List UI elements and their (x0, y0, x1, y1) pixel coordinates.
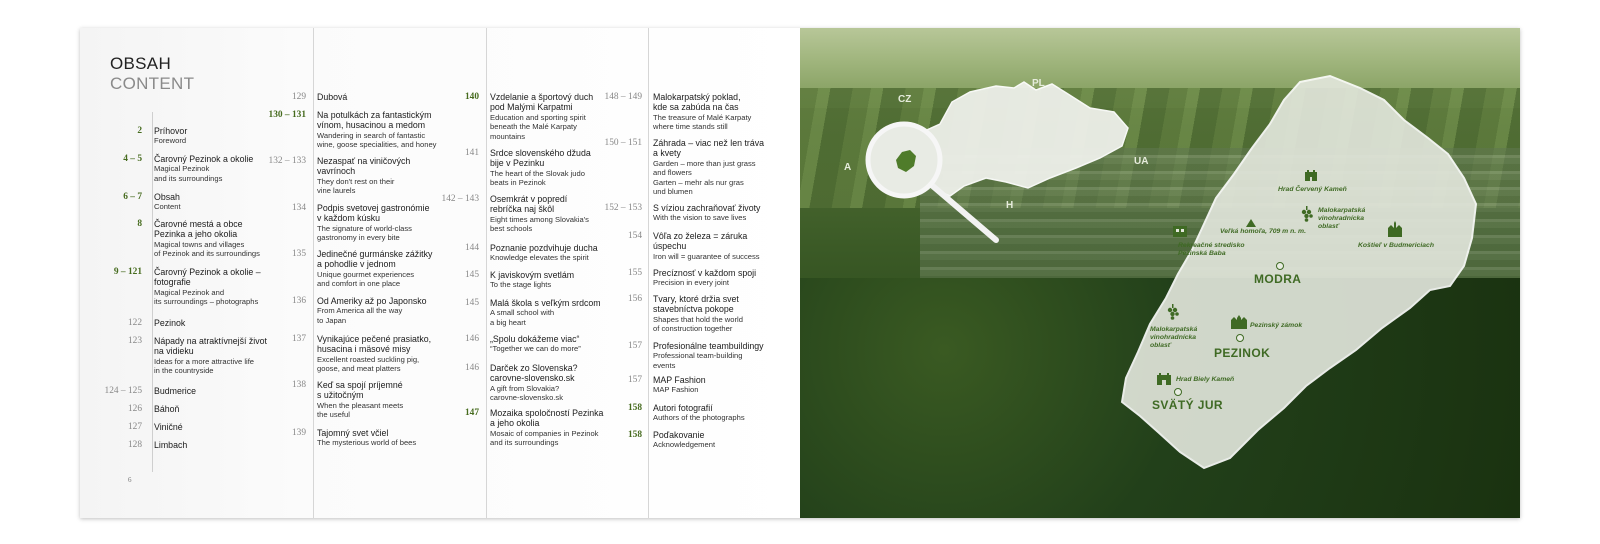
toc-entry-subtitle: When the pleasant meets (317, 400, 404, 410)
toc-page-number: 6 – 7 (123, 192, 142, 202)
castle-icon (1304, 168, 1318, 182)
country-label-pl: PL (1032, 78, 1045, 89)
toc-entry-title: Precíznosť v každom spoji (653, 268, 757, 278)
toc-entry-subtitle: The mysterious world of bees (317, 438, 417, 448)
toc-entry-title: Príhovor (154, 126, 188, 136)
resort-icon (1172, 222, 1188, 238)
toc-page-number: 126 (127, 404, 142, 414)
toc-entry (154, 422, 183, 432)
toc-page-number: 158 (627, 430, 642, 440)
toc-entry-subtitle: To the stage lights (490, 280, 552, 290)
toc-entry-subtitle: Precision in every joint (653, 278, 729, 288)
toc-entry-subtitle: mountains (490, 131, 526, 141)
toc-entry-subtitle: a big heart (490, 317, 526, 327)
toc-entry-subtitle: Acknowledgement (653, 440, 716, 450)
toc-entry-title: s užitočným (317, 390, 364, 401)
chateau-icon (1230, 314, 1248, 330)
toc-page-number: 145 (464, 270, 479, 280)
toc-entry (154, 318, 185, 328)
toc-entry-subtitle: and flowers (653, 168, 692, 178)
place-velka-homola: Veľká homoľa, 709 m n. m. (1220, 228, 1306, 235)
toc-entry-subtitle: and its surroundings (154, 173, 223, 183)
toc-entry-title: Nezaspať na viničových (317, 156, 411, 166)
toc-entry-subtitle: Magical Pezinok (154, 164, 210, 174)
toc-entry-subtitle: Magical Pezinok and (154, 287, 225, 297)
place-line: Pezinská Baba (1178, 250, 1226, 257)
toc-entry-subtitle: They don't rest on their (317, 176, 395, 186)
toc-entry (317, 249, 432, 289)
toc-entry (490, 148, 591, 188)
toc-page-number: 139 (291, 428, 306, 438)
toc-entry-title: Viničné (154, 422, 183, 432)
toc-page-number: 132 – 133 (268, 156, 306, 166)
column-divider (486, 28, 487, 518)
toc-page-number: 142 – 143 (441, 194, 479, 204)
toc-entry-title: pod Malými Karpatmi (490, 102, 573, 113)
toc-entry-title: Poďakovanie (653, 430, 705, 440)
toc-page-number: 123 (127, 336, 142, 346)
toc-entry-title: carovne-slovensko.sk (490, 373, 575, 384)
toc-entry-subtitle: wine, goose specialities, and honey (317, 140, 437, 150)
country-label-a: A (844, 162, 852, 173)
toc-entry-subtitle: where time stands still (653, 122, 728, 132)
toc-entry-title: Tajomný svet včiel (317, 428, 389, 438)
place-cerveny-kamen: Hrad Červený Kameň (1278, 186, 1347, 193)
toc-page-number: 134 (291, 203, 306, 213)
toc-entry-subtitle: Content (154, 202, 181, 212)
toc-entry-title: Pezinok (154, 318, 186, 328)
toc-entry (653, 341, 764, 370)
toc-page-number: 137 (291, 334, 306, 344)
toc-entry (490, 243, 598, 263)
grapes-icon (1300, 206, 1314, 222)
toc-entry-subtitle: vine laurels (317, 186, 356, 196)
toc-entry-subtitle: gastronomy in every bite (317, 233, 400, 243)
toc-entry-title: K javiskovým svetlám (490, 270, 575, 280)
toc-page-number: 9 – 121 (113, 267, 142, 277)
toc-entry-title: fotografie (154, 277, 191, 288)
toc-entry (317, 203, 429, 243)
toc-entry-title: Čarovné mestá a obce (154, 219, 243, 229)
toc-page-number: 2 (137, 126, 142, 136)
toc-entry-subtitle: of Pezinok and its surroundings (154, 249, 260, 259)
toc-page-number: 158 (627, 403, 642, 413)
toc-page-number: 136 (291, 296, 306, 306)
toc-entry-title: Báhoň (154, 404, 180, 414)
toc-entry (490, 334, 581, 354)
toc-page-number: 129 (291, 92, 306, 102)
toc-entry-title: Vynikajúce pečené prasiatko, (317, 334, 432, 344)
toc-entry-title: Autori fotografií (653, 403, 713, 413)
toc-entry-title: S víziou zachraňovať životy (653, 203, 761, 213)
toc-entry-title: Poznanie pozdvihuje ducha (490, 243, 598, 253)
place-line: vinohradnícka (1150, 334, 1197, 341)
toc-page-number: 122 (127, 318, 142, 328)
toc-entry-title: na vidieku (154, 346, 194, 357)
toc-page-number: 148 – 149 (604, 92, 642, 102)
toc-entry-subtitle: From America all the way (317, 306, 403, 316)
toc-entry-title: kde sa zabúda na čas (653, 102, 739, 113)
toc-entry-title: Osemkrát v popredí (490, 194, 568, 204)
toc-entry-title: rebríčka naj škôl (490, 204, 555, 215)
toc-entry-subtitle: the useful (317, 410, 350, 420)
place-line: Rekreačné stredisko (1178, 242, 1245, 249)
page-title: OBSAH (110, 54, 172, 73)
toc-entry (154, 192, 181, 212)
toc-entry-subtitle: to Japan (317, 315, 347, 325)
toc-page-number: 157 (627, 375, 642, 385)
place-vinohrad-2 (1150, 326, 1197, 350)
city-pezinok: PEZINOK (1214, 346, 1271, 360)
toc-page-number: 141 (464, 148, 479, 158)
toc-entry-title: Profesionálne teambuildingy (653, 341, 764, 351)
toc-entry (317, 428, 416, 448)
toc-entry-title: Vzdelanie a športový duch (490, 92, 594, 102)
toc-entry (653, 403, 745, 423)
toc-entry-subtitle: and its surroundings (490, 438, 559, 448)
toc-entry-subtitle: its surroundings – photographs (154, 297, 259, 307)
toc-page-number: 155 (627, 268, 642, 278)
toc-page-number: 135 (291, 249, 306, 259)
toc-entry (490, 194, 589, 234)
toc-entry-title: Dubová (317, 92, 348, 102)
town-marker-svaty-jur (1174, 388, 1182, 396)
toc-entry (154, 440, 187, 450)
toc-entry-title: MAP Fashion (653, 375, 706, 385)
toc-page-number: 130 – 131 (268, 110, 306, 120)
place-biely-kamen: Hrad Biely Kameň (1176, 376, 1235, 383)
toc-page-number: 146 (464, 334, 479, 344)
map-page (800, 28, 1520, 518)
toc-entry-title: Mozaika spoločností Pezinka (490, 408, 604, 418)
toc-entry-title: úspechu (653, 241, 687, 252)
toc-entry-title: Vôľa zo železa = záruka (653, 231, 748, 241)
toc-entry-subtitle: MAP Fashion (653, 385, 699, 395)
toc-entry (653, 294, 743, 334)
toc-entry (490, 270, 574, 290)
toc-entry-title: Na potulkách za fantastickým (317, 110, 432, 120)
castle-icon (1156, 370, 1172, 386)
toc-entry (653, 268, 756, 288)
toc-entry (154, 126, 187, 146)
toc-entry-title: a pohodlie v jednom (317, 259, 396, 270)
toc-entry-subtitle: Eight times among Slovakia's (490, 214, 589, 224)
toc-entry-subtitle: Iron will = guarantee of success (653, 251, 760, 261)
toc-entry-subtitle: in the countryside (154, 366, 214, 376)
toc-page-number: 8 (137, 219, 142, 229)
toc-entry-title: Podpis svetovej gastronómie (317, 203, 430, 213)
toc-entry-title: Malá škola s veľkým srdcom (490, 298, 601, 308)
toc-page-number: 127 (127, 422, 142, 432)
toc-entry-title: Tvary, ktoré držia svet (653, 294, 739, 304)
toc-entry-title: „Spolu dokážeme viac“ (490, 334, 580, 344)
toc-entry-title: Čarovný Pezinok a okolie (154, 154, 254, 164)
magnifier-handle (928, 182, 996, 240)
toc-entry-title: stavebníctva pokope (653, 304, 734, 315)
toc-entry-subtitle: The heart of the Slovak judo (490, 168, 585, 178)
toc-entry-title: Limbach (154, 440, 188, 450)
toc-entry-title: Keď sa spojí príjemné (317, 380, 403, 390)
toc-entry-subtitle: Unique gourmet experiences (317, 269, 415, 279)
toc-entry-subtitle: Garden – more than just grass (653, 158, 756, 168)
toc-entry-subtitle: A gift from Slovakia? (490, 383, 560, 393)
toc-entry-subtitle: Education and sporting spirit (490, 112, 586, 122)
place-line: oblasť (1150, 342, 1172, 349)
toc-entry (154, 404, 179, 414)
column-divider (152, 112, 153, 472)
page-subtitle: CONTENT (110, 74, 195, 93)
toc-entry-subtitle: Shapes that hold the world (653, 314, 743, 324)
toc-entry (653, 92, 751, 132)
toc-page-number: 152 – 153 (604, 203, 642, 213)
toc-page-number: 140 (464, 92, 479, 102)
toc-entry (154, 386, 196, 396)
place-line: vinohradnícka (1318, 215, 1365, 222)
place-line: Malokarpatská (1318, 207, 1366, 214)
toc-entry (317, 156, 410, 196)
toc-entry-subtitle: best schools (490, 224, 533, 234)
toc-entry-subtitle: Knowledge elevates the spirit (490, 253, 589, 263)
column-divider (648, 28, 649, 518)
toc-entry-subtitle: Professional team-building (653, 351, 743, 361)
page-number: 6 (128, 476, 132, 484)
toc-entry (317, 92, 347, 102)
town-marker-pezinok (1236, 334, 1244, 342)
toc-entry-title: a kvety (653, 148, 681, 159)
mountain-icon (1246, 218, 1256, 228)
toc-entry-title: Nápady na atraktívnejší život (154, 336, 267, 346)
toc-page-number: 138 (291, 380, 306, 390)
toc-entry-title: vínom, husacinou a medom (317, 120, 426, 131)
toc-entry-title: vavrínoch (317, 166, 356, 177)
contents-page (80, 28, 800, 518)
toc-entry-title: Srdce slovenského džuda (490, 148, 591, 158)
toc-entry-title: Budmerice (154, 386, 197, 396)
toc-entry-subtitle: Ideas for a more attractive life (154, 356, 255, 366)
toc-entry-subtitle: Excellent roasted suckling pig, (317, 354, 420, 364)
toc-entry-subtitle: beats in Pezinok (490, 178, 546, 188)
toc-entry-subtitle: With the vision to save lives (653, 213, 747, 223)
toc-entry-subtitle: The signature of world-class (317, 223, 412, 233)
toc-entry-subtitle: The treasure of Malé Karpaty (653, 112, 752, 122)
city-modra: MODRA (1254, 272, 1302, 286)
toc-entry-subtitle: Garten – mehr als nur gras (653, 177, 744, 187)
toc-entry (490, 408, 603, 448)
toc-page-number: 128 (127, 440, 142, 450)
toc-entry-title: Záhrada – viac než len tráva (653, 138, 765, 148)
toc-entry-subtitle: Foreword (154, 136, 187, 146)
toc-entry-subtitle: Magical towns and villages (154, 239, 245, 249)
toc-page-number: 156 (627, 294, 642, 304)
city-svaty-jur: SVÄTÝ JUR (1152, 398, 1223, 412)
toc-entry-title: a jeho okolia (490, 418, 540, 429)
toc-entry-subtitle: goose, and meat platters (317, 364, 401, 374)
toc-entry-subtitle: Authors of the photographs (653, 413, 745, 423)
toc-entry-subtitle: beneath the Malé Karpaty (490, 122, 577, 132)
toc-entry-subtitle: A small school with (490, 308, 555, 318)
toc-entry-title: Obsah (154, 192, 180, 202)
place-vinohrad-1 (1318, 207, 1365, 231)
toc-entry (317, 380, 403, 420)
toc-entry-subtitle: und blumen (653, 187, 693, 197)
toc-entry-title: v každom kúsku (317, 213, 381, 224)
toc-entry-title: Čarovný Pezinok a okolie – (154, 267, 261, 277)
toc-page-number: 145 (464, 298, 479, 308)
place-zamok: Pezinský zámok (1250, 322, 1303, 329)
toc-entry-subtitle: carovne-slovensko.sk (490, 393, 564, 403)
toc-entry-title: Pezinka a jeho okolia (154, 229, 238, 240)
country-label-cz: CZ (898, 94, 912, 105)
toc-page-number: 147 (464, 408, 479, 418)
toc-entry-title: Jedinečné gurmánske zážitky (317, 249, 433, 259)
toc-entry-title: husacina i mäsové misy (317, 344, 411, 355)
place-kostiel: Koštieľ v Budmericiach (1358, 242, 1434, 249)
toc-page-number: 150 – 151 (604, 138, 642, 148)
toc-entry (653, 430, 715, 450)
toc-page-number: 124 – 125 (104, 386, 142, 396)
toc-entry (653, 375, 706, 395)
country-label-ua: UA (1134, 156, 1149, 167)
toc-entry-title: Malokarpatský poklad, (653, 92, 741, 102)
toc-page-number: 157 (627, 341, 642, 351)
toc-page-number: 154 (627, 231, 642, 241)
toc-page-number: 146 (464, 363, 479, 373)
toc-entry-subtitle: Mosaic of companies in Pezinok (490, 428, 599, 438)
toc-entry-subtitle: of construction together (653, 324, 733, 334)
toc-entry-title: Darček zo Slovenska? (490, 363, 578, 373)
book-spread (80, 28, 1520, 518)
toc-page-number: 4 – 5 (123, 154, 142, 164)
place-rekreacne (1178, 242, 1245, 258)
toc-entry-title: Od Ameriky až po Japonsko (317, 296, 427, 306)
toc-entry-title: bije v Pezinku (490, 158, 545, 169)
church-icon (1386, 220, 1404, 238)
toc-entry (653, 138, 764, 196)
toc-entry (653, 231, 760, 261)
grapes-icon (1166, 304, 1180, 320)
toc-entry (317, 110, 436, 150)
country-label-h: H (1006, 200, 1014, 211)
toc-page-number: 144 (464, 243, 479, 253)
toc-entry (653, 203, 760, 223)
town-marker-modra (1276, 262, 1284, 270)
toc-entry-subtitle: Wandering in search of fantastic (317, 130, 426, 140)
place-line: oblasť (1318, 223, 1340, 230)
place-line: Malokarpatská (1150, 326, 1198, 333)
column-divider (313, 28, 314, 518)
toc-entry-subtitle: events (653, 360, 676, 370)
toc-entry (490, 363, 578, 403)
toc-entry-subtitle: and comfort in one place (317, 279, 401, 289)
toc-entry-subtitle: “Together we can do more” (490, 344, 581, 354)
